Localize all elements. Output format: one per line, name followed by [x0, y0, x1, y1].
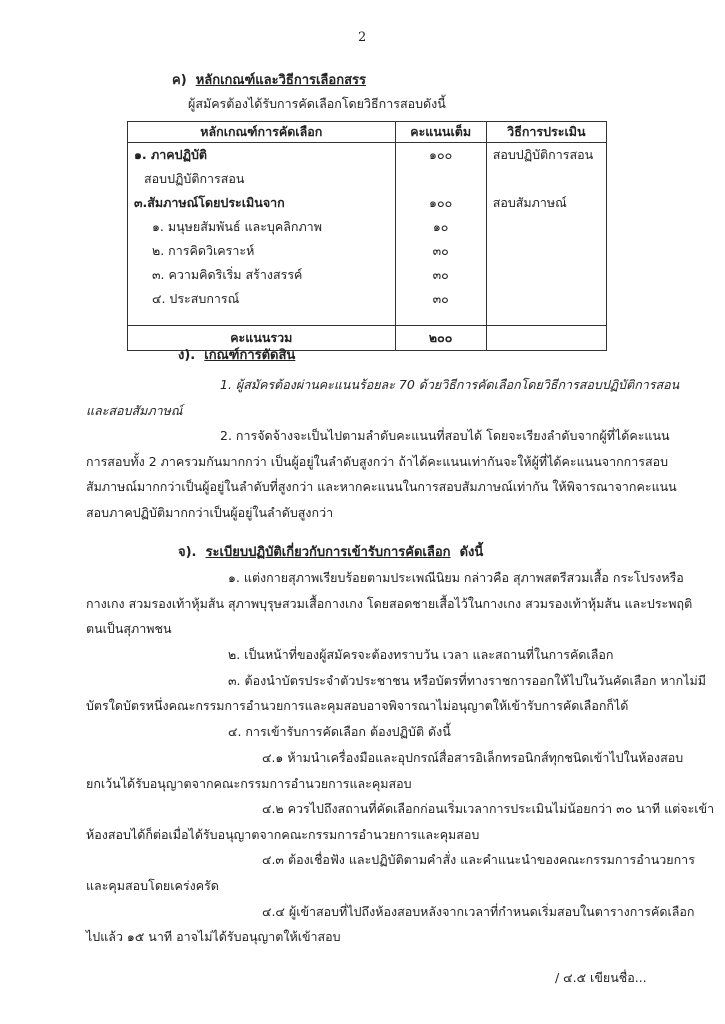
- row-criterion: ๑. ภาคปฏิบัติ: [128, 143, 396, 168]
- table-row: [128, 215, 607, 239]
- row-criterion: ๓.สัมภาษณ์โดยประเมินจาก: [128, 191, 396, 215]
- row-criterion: ๑. มนุษยสัมพันธ์ และบุคลิกภาพ: [128, 215, 396, 239]
- total-label: คะแนนรวม: [128, 326, 396, 351]
- continuation-note: / ๔.๕ เขียนชื่อ...: [555, 970, 647, 985]
- section-c-intro: ผู้สมัครต้องได้รับการคัดเลือกโดยวิธีการสอบดังนี้: [188, 96, 446, 111]
- criteria-table: [127, 121, 607, 351]
- row-score: [395, 167, 486, 191]
- section-d-item2-line3: สัมภาษณ์มากกว่าเป็นผู้อยู่ในลำดับที่สูงกว่า และหากคะแนนในการสอบสัมภาษณ์เท่ากัน ให้พิจารณาจากคะแนน: [86, 479, 677, 494]
- row-criterion: สอบปฏิบัติการสอน: [128, 167, 396, 191]
- page-number: 2: [358, 30, 367, 45]
- table-spacer-row: [128, 311, 607, 326]
- row-score: ๑๐๐: [395, 143, 486, 168]
- section-d-item2-line4: สอบภาคปฏิบัติมากกว่าเป็นผู้อยู่ในลำดับสูงกว่า: [86, 505, 334, 520]
- section-e-item1-line2: กางเกง สวมรองเท้าหุ้มส้น สุภาพบุรุษสวมเสื้อกางเกง โดยสอดชายเสื้อไว้ในกางเกง สวมรองเท้าหุ้มส้น และประพฤติ: [86, 596, 693, 611]
- section-e-item1-line3: ตนเป็นสุภาพชน: [86, 621, 172, 636]
- row-score: ๓๐: [395, 263, 486, 287]
- row-method: [486, 263, 606, 287]
- section-d-title: เกณฑ์การตัดสิน: [204, 348, 296, 363]
- table-total-row: [128, 326, 607, 351]
- total-score: ๒๐๐: [395, 326, 486, 351]
- table-row: [128, 263, 607, 287]
- row-criterion: ๒. การคิดวิเคราะห์: [128, 239, 396, 263]
- row-score: ๑๐: [395, 215, 486, 239]
- row-criterion: ๓. ความคิดริเริ่ม สร้างสรรค์: [128, 263, 396, 287]
- table-row: [128, 287, 607, 311]
- header-method: วิธีการประเมิน: [486, 122, 606, 143]
- row-score: ๓๐: [395, 239, 486, 263]
- section-e-suffix: ดังนี้: [459, 545, 484, 560]
- section-d-heading: [178, 348, 295, 364]
- section-e-item4-4-line2: ไปแล้ว ๑๕ นาที อาจไม่ได้รับอนุญาตให้เข้าสอบ: [86, 929, 341, 944]
- section-d-prefix: ง).: [178, 348, 196, 363]
- row-method: [486, 167, 606, 191]
- header-score: คะแนนเต็ม: [395, 122, 486, 143]
- row-score: ๑๐๐: [395, 191, 486, 215]
- section-e-item2: ๒. เป็นหน้าที่ของผู้สมัครจะต้องทราบวัน เวลา และสถานที่ในการคัดเลือก: [228, 647, 614, 662]
- section-d-item2-line1: 2. การจัดจ้างจะเป็นไปตามลำดับคะแนนที่สอบได้ โดยจะเรียงลำดับจากผู้ที่ได้คะแนน: [220, 428, 670, 443]
- section-d-item2-line2: การสอบทั้ง 2 ภาครวมกันมากกว่า เป็นผู้อยู่ในลำดับสูงกว่า ถ้าได้คะแนนเท่ากันจะให้ผู้ที่ได้คะแนนจากการสอบ: [86, 454, 669, 469]
- table-row: [128, 191, 607, 215]
- section-e-title: ระเบียบปฏิบัติเกี่ยวกับการเข้ารับการคัดเลือก: [205, 545, 451, 560]
- section-e-item1-line1: ๑. แต่งกายสุภาพเรียบร้อยตามประเพณีนิยม กล่าวคือ สุภาพสตรีสวมเสื้อ กระโปรงหรือ: [228, 570, 684, 585]
- row-method: [486, 239, 606, 263]
- table-row: [128, 167, 607, 191]
- section-e-item4-3-line1: ๔.๓ ต้องเชื่อฟัง และปฏิบัติตามคำสั่ง และคำแนะนำของคณะกรรมการอำนวยการ: [262, 852, 695, 867]
- section-d-item1-line1: 1. ผู้สมัครต้องผ่านคะแนนร้อยละ 70 ด้วยวิธีการคัดเลือกโดยวิธีการสอบปฏิบัติการสอน: [220, 377, 680, 392]
- section-e-item3-line2: บัตรใดบัตรหนึ่งคณะกรรมการอำนวยการและคุมสอบอาจพิจารณาไม่อนุญาตให้เข้ารับการคัดเลือกก็ได้: [86, 698, 629, 713]
- row-score: ๓๐: [395, 287, 486, 311]
- header-criterion: หลักเกณฑ์การคัดเลือก: [128, 122, 396, 143]
- row-method: สอบสัมภาษณ์: [486, 191, 606, 215]
- section-e-item4-4-line1: ๔.๔ ผู้เข้าสอบที่ไปถึงห้องสอบหลังจากเวลาที่กำหนดเริ่มสอบในตารางการคัดเลือก: [262, 904, 695, 919]
- row-criterion: ๔. ประสบการณ์: [128, 287, 396, 311]
- section-e-item4-2-line1: ๔.๒ ควรไปถึงสถานที่คัดเลือกก่อนเริ่มเวลาการประเมินไม่น้อยกว่า ๓๐ นาที แต่จะเข้า: [262, 801, 715, 816]
- row-method: [486, 287, 606, 311]
- section-c-prefix: ค): [172, 73, 187, 88]
- section-e-item4: ๔. การเข้ารับการคัดเลือก ต้องปฏิบัติ ดังนี้: [228, 724, 451, 739]
- section-e-item4-1-line2: ยกเว้นได้รับอนุญาตจากคณะกรรมการอำนวยการและคุมสอบ: [86, 776, 412, 791]
- section-e-heading: [178, 545, 483, 561]
- section-d-item1-line2: และสอบสัมภาษณ์: [86, 403, 183, 418]
- section-e-item4-3-line2: และคุมสอบโดยเคร่งครัด: [86, 878, 219, 893]
- section-e-item3-line1: ๓. ต้องนำบัตรประจำตัวประชาชน หรือบัตรที่ทางราชการออกให้ไปในวันคัดเลือก หากไม่มี: [228, 673, 707, 688]
- section-c-title: หลักเกณฑ์และวิธีการเลือกสรร: [195, 73, 366, 88]
- section-e-prefix: จ).: [178, 545, 197, 560]
- section-e-item4-2-line2: ห้องสอบได้ก็ต่อเมื่อได้รับอนุญาตจากคณะกรรมการอำนวยการและคุมสอบ: [86, 827, 480, 842]
- row-method: สอบปฏิบัติการสอน: [486, 143, 606, 168]
- row-method: [486, 215, 606, 239]
- table-row: [128, 143, 607, 168]
- section-c-heading: [172, 73, 366, 89]
- table-row: [128, 239, 607, 263]
- section-e-item4-1-line1: ๔.๑ ห้ามนำเครื่องมือและอุปกรณ์สื่อสารอิเล็กทรอนิกส์ทุกชนิดเข้าไปในห้องสอบ: [262, 750, 684, 765]
- table-header-row: [128, 122, 607, 143]
